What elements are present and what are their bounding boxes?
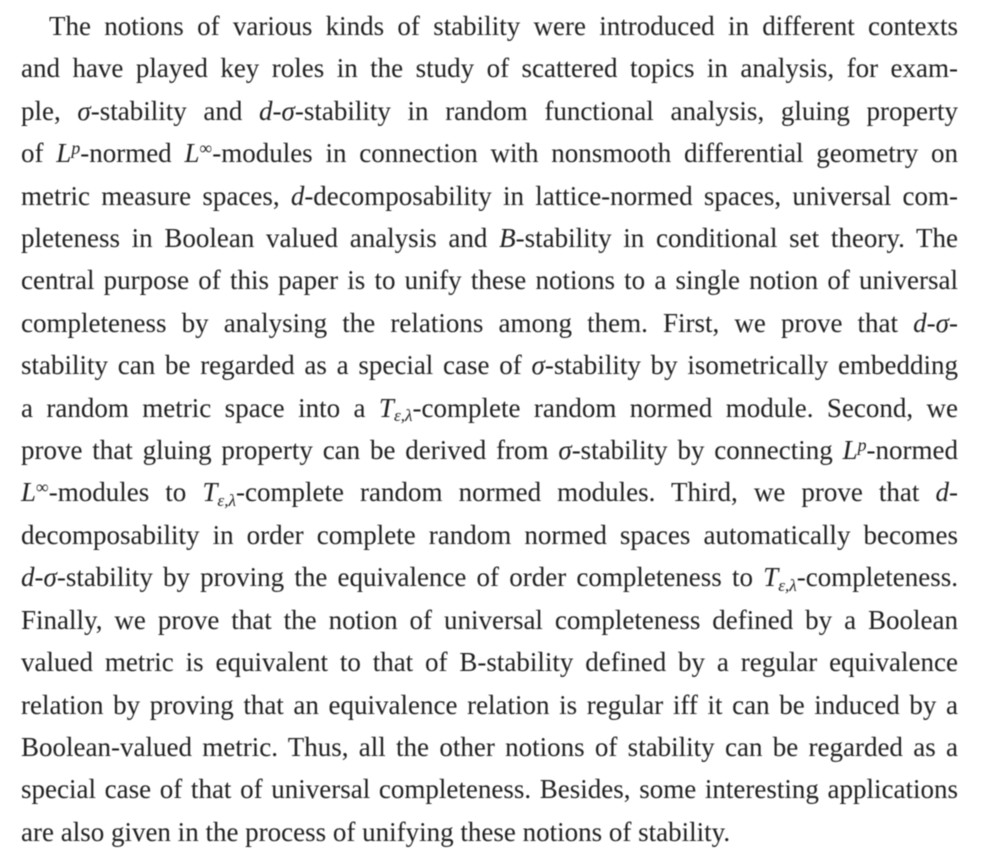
math-run: σ <box>281 95 295 126</box>
text-run: -normed <box>80 138 185 169</box>
math-run: σ <box>935 307 949 338</box>
abstract-line-19 <box>21 768 958 810</box>
math-run: L <box>56 138 72 169</box>
text-run: -stability by connecting <box>571 435 843 466</box>
text-run: - <box>949 477 958 508</box>
abstract-line-13 <box>21 514 958 556</box>
text-run: -stability and <box>90 95 260 126</box>
text-run: - <box>272 95 282 126</box>
abstract-paragraph <box>21 5 958 853</box>
math-run: T <box>202 477 218 508</box>
math-run: ε,λ <box>217 491 237 511</box>
abstract-line-7 <box>21 259 958 301</box>
text-run: of <box>21 138 57 169</box>
text-run: central purpose of this paper is to unify these notions to a single notion of universal <box>21 265 958 296</box>
text-run: Finally, we prove that the notion of universal completeness defined by a Boolean <box>21 604 958 635</box>
abstract-line-1 <box>21 5 958 47</box>
math-run: d <box>259 95 273 126</box>
text-run: relation by proving that an equivalence relation is regular iff it can be induced by a <box>21 689 958 720</box>
abstract-line-8 <box>21 302 958 344</box>
text-run: and have played key roles in the study of scattered topics in analysis, for exam- <box>21 53 958 84</box>
text-run: completeness by analysing the relations among them. First, we prove that <box>21 307 914 338</box>
text-run: Boolean-valued metric. Thus, all the other notions of stability can be regarded as a <box>21 731 958 762</box>
text-run: -stability by proving the equivalence of order completeness to <box>56 562 764 593</box>
text-run: -stability in random functional analysis, gluing property <box>294 95 958 126</box>
math-run: p <box>71 138 81 159</box>
text-run: The notions of various kinds of stability were introduced in different contexts <box>49 11 958 41</box>
text-run: metric measure spaces, <box>21 180 291 211</box>
abstract-line-15 <box>21 599 958 641</box>
abstract-line-2 <box>21 47 958 89</box>
math-run: d <box>21 562 35 593</box>
math-run: ∞ <box>199 138 213 159</box>
text-run: -stability in conditional set theory. The <box>515 223 959 254</box>
math-run: T <box>763 562 779 593</box>
abstract-line-16 <box>21 641 958 683</box>
text-run: ple, <box>21 95 78 126</box>
text-run: stability can be regarded as a special case of <box>21 350 532 381</box>
math-run: p <box>857 435 867 456</box>
text-run: special case of that of universal completeness. Besides, some interesting applications <box>21 774 958 805</box>
math-run: σ <box>77 95 91 126</box>
math-run: d <box>935 477 949 508</box>
text-run: -modules in connection with nonsmooth differential geometry on <box>212 138 959 169</box>
abstract-line-3 <box>21 90 958 132</box>
math-run: d <box>290 180 305 211</box>
text-run: pleteness in Boolean valued analysis and <box>21 223 500 254</box>
text-run: -modules to <box>48 477 203 508</box>
text-run: -stability by isometrically embedding <box>544 350 958 381</box>
math-run: L <box>842 435 858 466</box>
math-run: L <box>184 138 200 169</box>
text-run: are also given in the process of unifying these notions of stability. <box>21 816 731 847</box>
math-run: ε,λ <box>393 406 413 426</box>
abstract-line-5 <box>21 175 958 217</box>
abstract-line-18 <box>21 726 958 768</box>
text-run: -decomposability in lattice-normed spaces, universal com- <box>304 180 958 211</box>
text-run: - <box>34 562 44 593</box>
math-run: T <box>378 392 394 423</box>
abstract-line-6 <box>21 217 958 259</box>
math-run: ∞ <box>36 477 49 498</box>
abstract-line-14 <box>21 556 958 598</box>
text-run: - <box>926 307 936 338</box>
text-run: - <box>949 307 958 338</box>
text-run: a random metric space into a <box>21 392 379 423</box>
math-run: B <box>499 223 516 254</box>
math-run: L <box>21 477 37 508</box>
math-run: σ <box>531 350 545 381</box>
text-run: -completeness. <box>796 562 958 593</box>
text-run: decomposability in order complete random normed spaces automatically becomes <box>21 519 958 550</box>
text-run: -complete random normed modules. Third, we prove that <box>236 477 936 508</box>
abstract-line-12 <box>21 471 958 513</box>
text-run: -complete random normed module. Second, we <box>412 392 959 423</box>
abstract-line-11 <box>21 429 958 471</box>
text-run: prove that gluing property can be derived from <box>21 435 559 466</box>
abstract-line-20 <box>21 811 958 853</box>
math-run: d <box>913 307 927 338</box>
text-run: -normed <box>866 435 958 466</box>
abstract-line-9 <box>21 344 958 386</box>
text-run: valued metric is equivalent to that of B-stability defined by a regular equivalence <box>21 647 958 678</box>
math-run: σ <box>558 435 572 466</box>
abstract-line-4 <box>21 132 958 174</box>
abstract-line-17 <box>21 684 958 726</box>
math-run: ε,λ <box>778 576 797 596</box>
abstract-line-10 <box>21 387 958 429</box>
math-run: σ <box>43 562 57 593</box>
